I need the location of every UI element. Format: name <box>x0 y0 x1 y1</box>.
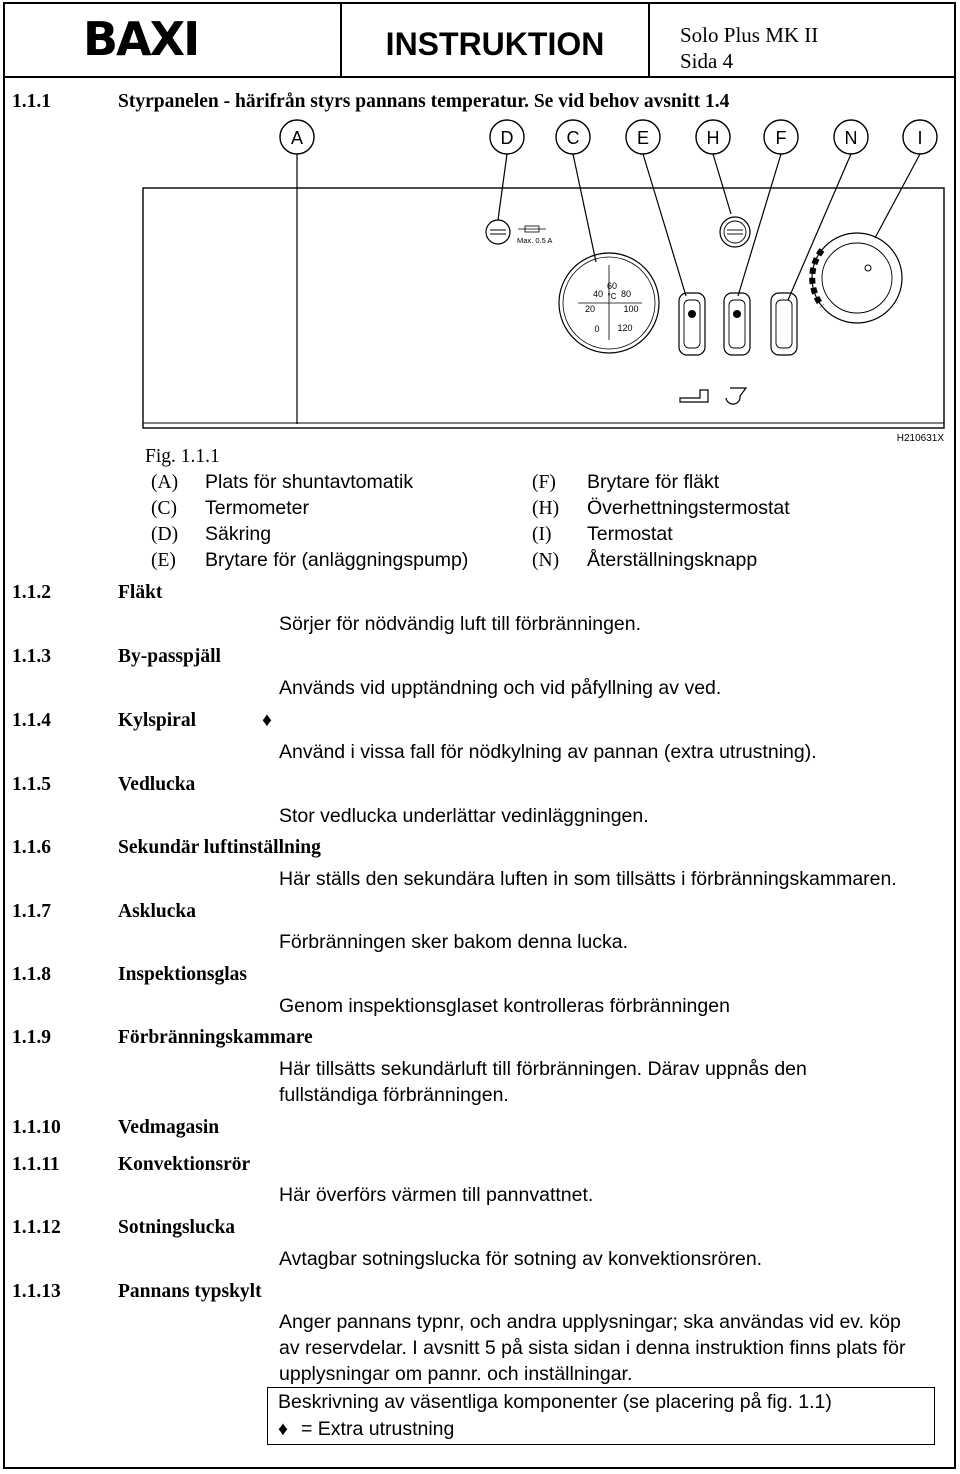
figure-ref-code: H210631X <box>896 433 944 444</box>
reset-button <box>771 293 797 355</box>
legend-label: Brytare för fläkt <box>587 471 720 493</box>
legend-label: Brytare för (anläggningspump) <box>205 549 469 571</box>
svg-text:°C: °C <box>607 292 617 301</box>
svg-text:40: 40 <box>592 289 604 299</box>
brand-logo: BAXI <box>83 12 199 66</box>
document-info <box>680 22 818 74</box>
legend-key: (A) <box>151 472 179 493</box>
legend-key: (D) <box>151 524 179 545</box>
document-title: INSTRUKTION <box>385 26 605 62</box>
svg-text:C: C <box>566 128 580 148</box>
svg-text:I: I <box>917 128 923 148</box>
fuse-holder <box>486 220 552 245</box>
legend-extra-equipment: = Extra utrustning <box>301 1418 455 1440</box>
overheat-thermostat <box>720 217 750 247</box>
svg-text:D: D <box>500 128 514 148</box>
section-number: 1.1.6 <box>12 837 51 858</box>
section-title: Pannans typskylt <box>118 1281 262 1302</box>
section-title: Vedmagasin <box>118 1117 220 1138</box>
section-description: Här överförs värmen till pannvattnet. <box>279 1184 594 1206</box>
section-description: Sörjer för nödvändig luft till förbränningen. <box>279 613 642 635</box>
svg-text:Max. 0.5 A: Max. 0.5 A <box>517 236 553 245</box>
section-title: Kylspiral <box>118 710 197 731</box>
section-number: 1.1.7 <box>12 901 51 922</box>
intro-number: 1.1.1 <box>12 91 51 112</box>
section-title: Konvektionsrör <box>118 1154 251 1175</box>
callout-n <box>834 120 868 154</box>
thermometer <box>559 253 659 353</box>
section-title: Förbränningskammare <box>118 1027 313 1048</box>
section-description: fullständiga förbränningen. <box>279 1084 509 1106</box>
callout-c <box>556 120 590 154</box>
section-description: Anger pannans typnr, och andra upplysningar; ska användas vid ev. köp <box>279 1311 901 1333</box>
legend-key: (C) <box>151 498 177 519</box>
figure-caption: Fig. 1.1.1 <box>145 446 220 467</box>
section-description: Används vid upptändning och vid påfyllning av ved. <box>279 677 722 699</box>
svg-text:20: 20 <box>584 304 596 314</box>
legend-key: (E) <box>151 550 176 571</box>
legend-label: Överhettningstermostat <box>587 497 790 519</box>
section-number: 1.1.10 <box>12 1117 61 1138</box>
svg-text:H: H <box>706 128 720 148</box>
legend-label: Återställningsknapp <box>587 549 758 571</box>
svg-text:60: 60 <box>606 281 618 291</box>
fan-switch <box>724 293 750 355</box>
svg-text:80: 80 <box>620 289 632 299</box>
svg-text:F: F <box>775 128 787 148</box>
callout-i <box>903 120 937 154</box>
svg-text:E: E <box>636 128 650 148</box>
section-description: Stor vedlucka underlättar vedinläggningen. <box>279 805 649 827</box>
section-number: 1.1.9 <box>12 1027 51 1048</box>
legend-key: (F) <box>532 472 556 493</box>
svg-text:120: 120 <box>617 323 633 333</box>
section-title: Asklucka <box>118 901 197 922</box>
svg-text:0: 0 <box>594 324 600 334</box>
extra-equipment-marker-icon: ♦ <box>278 1419 288 1440</box>
svg-text:A: A <box>290 128 304 148</box>
section-number: 1.1.12 <box>12 1217 61 1238</box>
section-description: Här ställs den sekundära luften in som tillsätts i förbränningskammaren. <box>279 868 897 890</box>
legend-key: (H) <box>532 498 560 519</box>
callout-d <box>490 120 524 154</box>
section-title: Fläkt <box>118 582 163 603</box>
intro-text: Styrpanelen - härifrån styrs pannans temperatur. Se vid behov avsnitt 1.4 <box>118 91 730 112</box>
section-number: 1.1.4 <box>12 710 51 731</box>
page-number: Sida 4 <box>680 49 734 73</box>
thermostat-knob <box>812 233 902 323</box>
svg-text:N: N <box>844 128 858 148</box>
section-number: 1.1.13 <box>12 1281 61 1302</box>
legend-key: (I) <box>532 524 552 545</box>
section-description: Förbränningen sker bakom denna lucka. <box>279 931 629 953</box>
section-title: Sekundär luftinställning <box>118 837 321 858</box>
callout-h <box>696 120 730 154</box>
svg-text:100: 100 <box>623 304 639 314</box>
section-description: Här tillsätts sekundärluft till förbränningen. Därav uppnås den <box>279 1058 807 1080</box>
section-number: 1.1.8 <box>12 964 51 985</box>
section-title: Vedlucka <box>118 774 196 795</box>
legend-description: Beskrivning av väsentliga komponenter (se placering på fig. 1.1) <box>278 1391 832 1413</box>
section-description: av reservdelar. I avsnitt 5 på sista sidan i denna instruktion finns plats för <box>279 1337 906 1359</box>
callout-e <box>626 120 660 154</box>
control-panel-figure <box>0 118 960 446</box>
section-description: upplysningar om pannr. och inställningar. <box>279 1363 633 1385</box>
legend-key: (N) <box>532 550 560 571</box>
fan-symbol-icon <box>726 388 746 404</box>
section-title: Inspektionsglas <box>118 964 247 985</box>
section-number: 1.1.2 <box>12 582 51 603</box>
section-title: Sotningslucka <box>118 1217 236 1238</box>
legend-label: Plats för shuntavtomatik <box>205 471 414 493</box>
legend-label: Säkring <box>205 523 272 545</box>
section-title: By-passpjäll <box>118 646 221 667</box>
pump-switch <box>679 293 705 355</box>
callout-f <box>764 120 798 154</box>
pump-symbol-icon <box>680 390 708 402</box>
section-description: Använd i vissa fall för nödkylning av pannan (extra utrustning). <box>279 741 817 763</box>
section-number: 1.1.5 <box>12 774 51 795</box>
legend-label: Termometer <box>205 497 310 519</box>
section-number: 1.1.3 <box>12 646 51 667</box>
product-name: Solo Plus MK II <box>680 23 819 47</box>
legend-label: Termostat <box>587 523 673 545</box>
section-number: 1.1.11 <box>12 1154 60 1175</box>
header-divider <box>648 2 650 76</box>
page-header <box>3 2 956 78</box>
callout-a <box>280 120 314 154</box>
extra-equipment-marker-icon: ♦ <box>262 710 272 731</box>
section-description: Genom inspektionsglaset kontrolleras förbränningen <box>279 995 730 1017</box>
section-description: Avtagbar sotningslucka för sotning av konvektionsrören. <box>279 1248 763 1270</box>
